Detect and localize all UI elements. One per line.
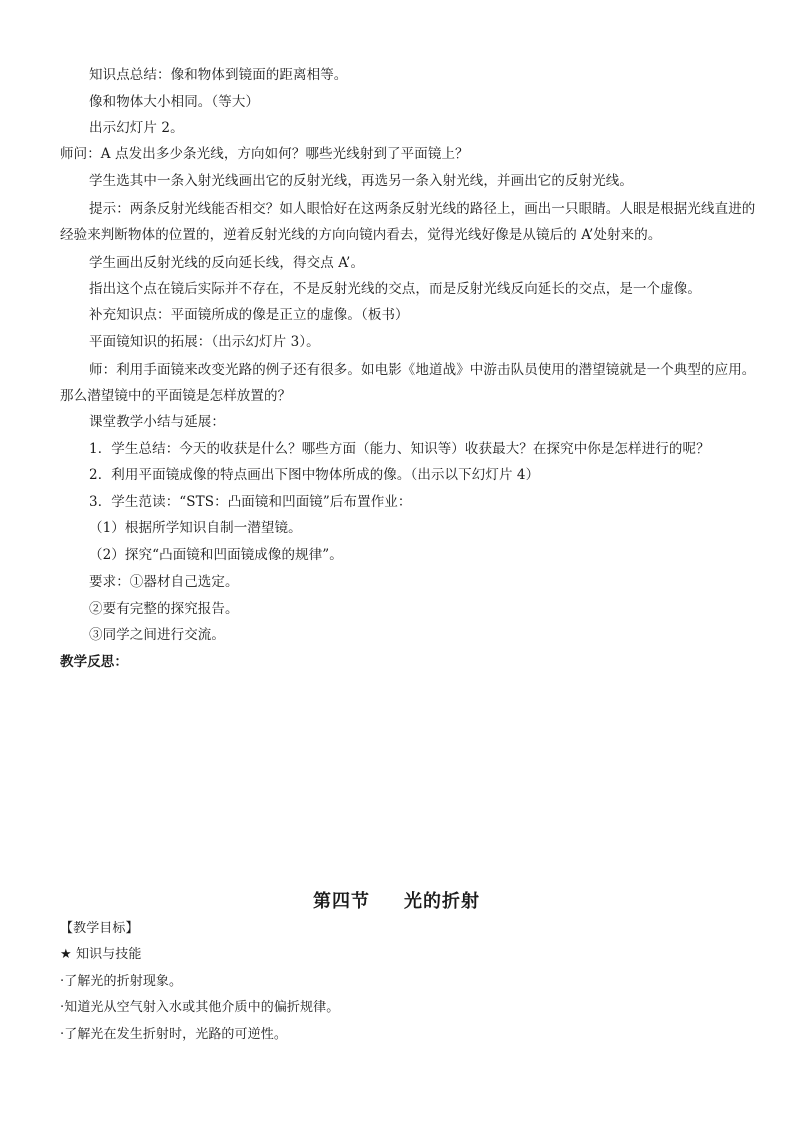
skills-header: ★ 知识与技能 bbox=[60, 947, 142, 962]
list-item: ·了解光的折射现象。 bbox=[60, 974, 183, 989]
paragraph: 出示幻灯片 2。 bbox=[89, 120, 184, 136]
goals-header: 【教学目标】 bbox=[60, 921, 139, 936]
paragraph: 像和物体大小相同。（等大） bbox=[89, 94, 260, 110]
paragraph: 师：利用手面镜来改变光路的例子还有很多。如电影《地道战》中游击队员使用的潜望镜就是一个典型的应用。那么潜望镜中的平面镜是怎样放置的？ bbox=[60, 362, 756, 404]
list-item: （2）探究“凸面镜和凹面镜成像的规律”。 bbox=[89, 547, 343, 563]
paragraph: 补充知识点：平面镜所成的像是正立的虚像。（板书） bbox=[89, 307, 409, 323]
section-heading bbox=[0, 887, 793, 913]
paragraph: 学生选其中一条入射光线画出它的反射光线，再选另一条入射光线，并画出它的反射光线。 bbox=[89, 173, 633, 189]
paragraph: 学生画出反射光线的反向延长线，得交点 A’。 bbox=[89, 255, 365, 271]
paragraph: 要求：①器材自己选定。 bbox=[89, 574, 239, 590]
paragraph: 知识点总结：像和物体到镜面的距离相等。 bbox=[89, 67, 348, 83]
paragraph: ③同学之间进行交流。 bbox=[89, 627, 225, 643]
paragraph: 指出这个点在镜后实际并不存在，不是反射光线的交点，而是反射光线反向延长的交点，是一个虚像。 bbox=[89, 281, 701, 297]
paragraph: ②要有完整的探究报告。 bbox=[89, 601, 239, 617]
list-item: 2．利用平面镜成像的特点画出下图中物体所成的像。（出示以下幻灯片 4） bbox=[89, 467, 540, 483]
section-title: 光的折射 bbox=[404, 891, 480, 912]
paragraph: 平面镜知识的拓展：（出示幻灯片 3）。 bbox=[89, 334, 320, 350]
list-item: 3．学生范读：“STS：凸面镜和凹面镜”后布置作业： bbox=[89, 494, 412, 510]
list-item: ·知道光从空气射入水或其他介质中的偏折规律。 bbox=[60, 1000, 340, 1015]
paragraph: 师问：A 点发出多少条光线，方向如何？哪些光线射到了平面镜上？ bbox=[60, 146, 469, 162]
list-item: 1．学生总结：今天的收获是什么？哪些方面（能力、知识等）收获最大？在探究中你是怎样进行的呢？ bbox=[89, 441, 710, 457]
paragraph: 提示：两条反射光线能否相交？如人眼恰好在这两条反射光线的路径上，画出一只眼睛。人眼是根据光线直进的经验来判断物体的位置的，逆着反射光线的方向向镜内看去，觉得光线好像是从镜后的 A’处射来的。 bbox=[60, 201, 756, 243]
list-item: ·了解光在发生折射时，光路的可逆性。 bbox=[60, 1027, 287, 1042]
paragraph: 课堂教学小结与延展： bbox=[89, 414, 225, 430]
list-item: （1）根据所学知识自制一潜望镜。 bbox=[89, 520, 302, 536]
reflection-heading: 教学反思： bbox=[60, 654, 128, 670]
section-number: 第四节 bbox=[313, 891, 370, 912]
